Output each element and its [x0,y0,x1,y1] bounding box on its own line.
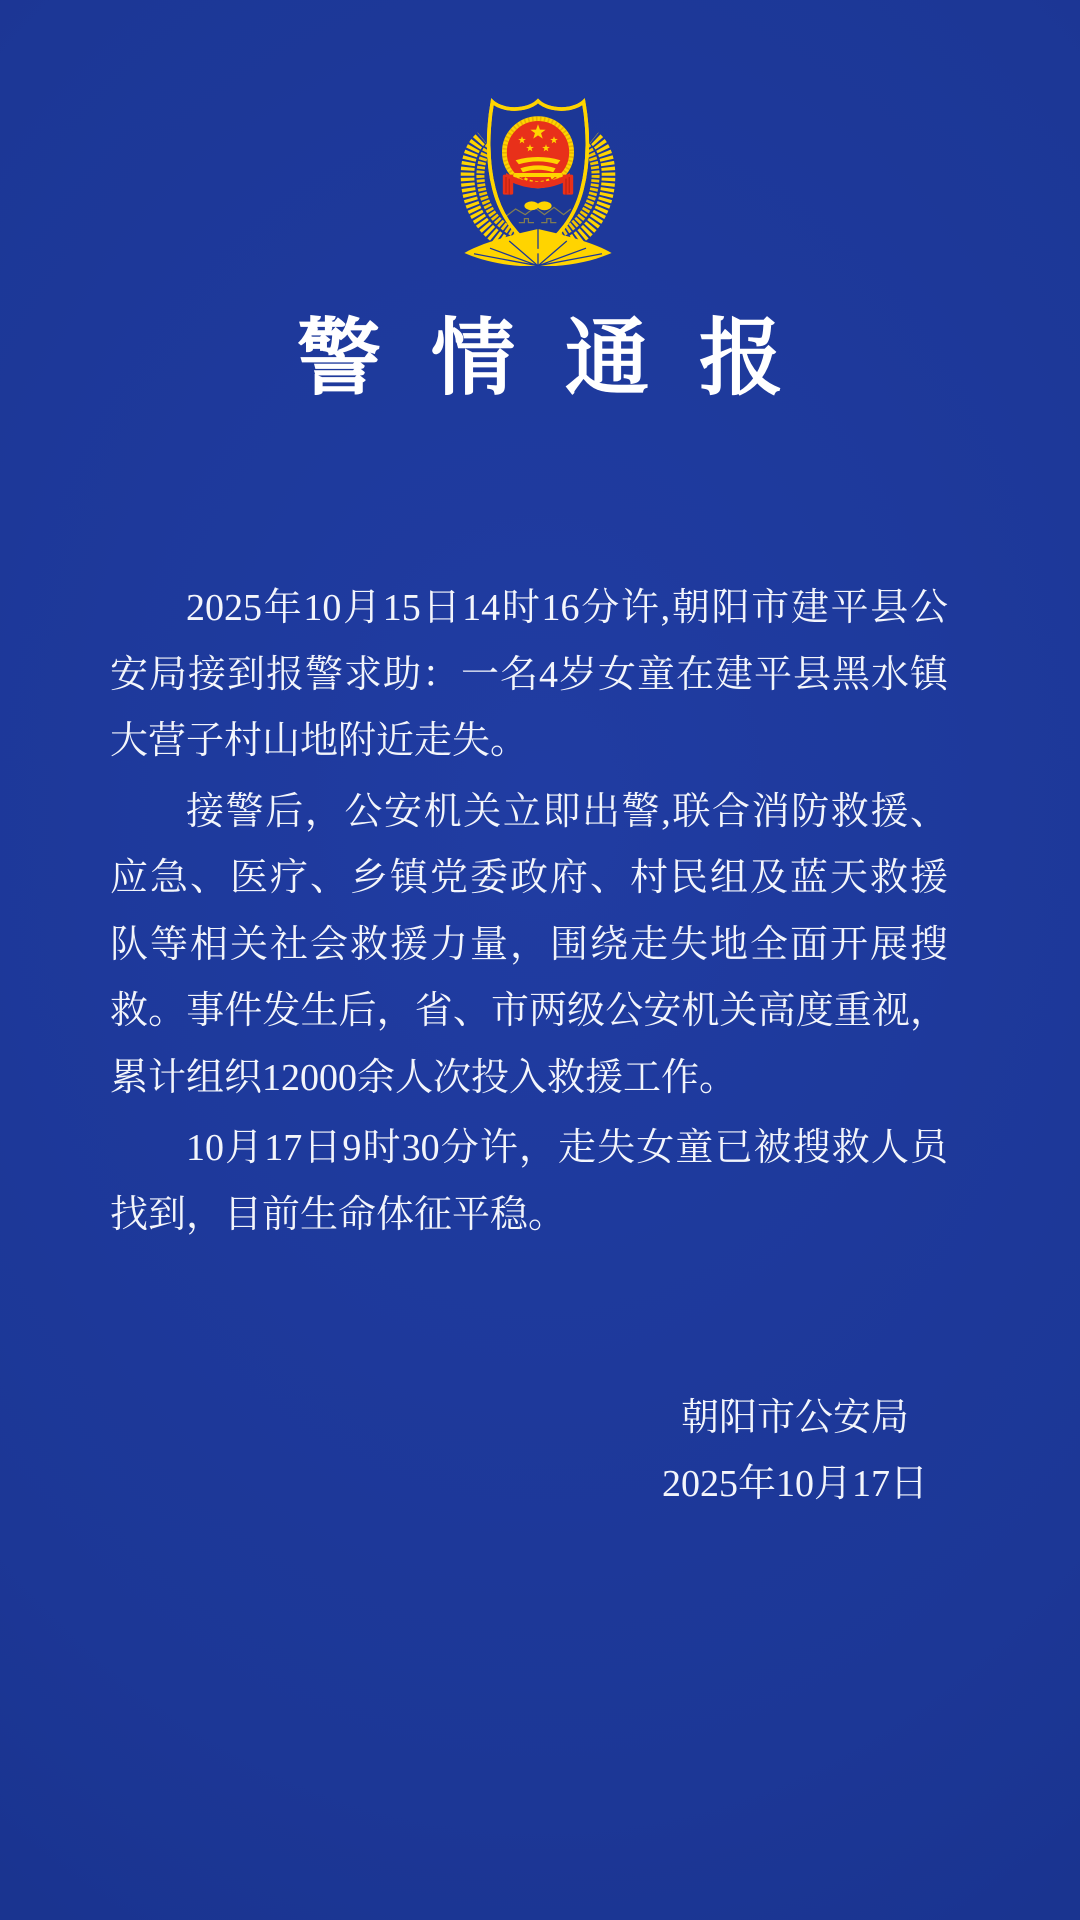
notice-line: 累计组织12000余人次投入救援工作。 [110,1056,738,1099]
signature-agency: 朝阳市公安局 [680,1397,909,1439]
notice-line: 10月17日9时30分许，走失女童已被搜救人员 [186,1127,948,1169]
notice-line: 队等相关社会救援力量，围绕走失地全面开展搜 [110,923,948,966]
notice-title: 警情通报 [296,313,833,406]
notice-line: 应急、医疗、乡镇党委政府、村民组及蓝天救援 [110,857,948,899]
signature-date: 2025年10月17日 [661,1463,928,1505]
notice-line: 接警后，公安机关立即出警,联合消防救援、 [186,790,948,833]
notice-body [110,575,948,1248]
paragraph-2 [110,779,948,1112]
notice-line: 2025年10月15日14时16分许,朝阳市建平县公 [186,587,948,629]
notice-line: 大营子村山地附近走失。 [110,720,529,762]
notice-line: 救。事件发生后，省、市两级公安机关高度重视， [110,990,948,1032]
paragraph-3 [110,1115,948,1248]
paragraph-1 [110,575,948,775]
police-badge-icon [458,96,618,266]
notice-line: 安局接到报警求助：一名4岁女童在建平县黑水镇 [110,653,948,696]
signature-block [560,1385,1030,1517]
notice-line: 找到，目前生命体征平稳。 [110,1193,567,1236]
